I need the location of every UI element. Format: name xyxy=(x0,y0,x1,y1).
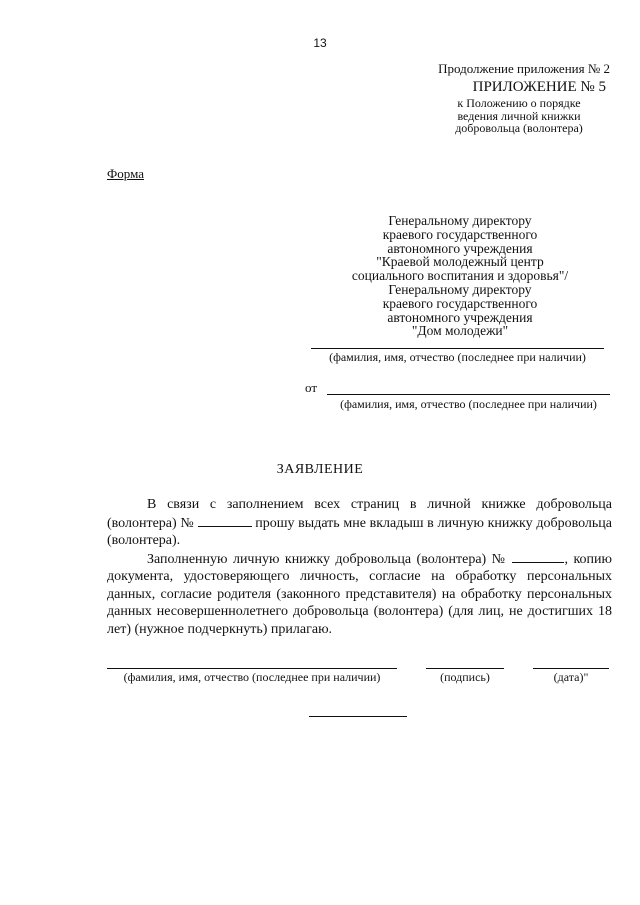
continuation-note: Продолжение приложения № 2 xyxy=(438,61,610,76)
addressee-line: автономного учреждения xyxy=(387,240,533,256)
date-field[interactable] xyxy=(533,668,609,669)
attached-book-number-field[interactable] xyxy=(512,550,564,563)
appendix-reference-line: к Положению о порядке xyxy=(457,96,581,110)
signer-name-caption: (фамилия, имя, отчество (последнее при наличии) xyxy=(123,670,381,684)
paragraph-request-text: В связи с заполнением всех страниц в личной книжке добровольца (волонтера) № xyxy=(107,497,612,531)
book-number-field[interactable] xyxy=(198,514,252,527)
paragraph-request xyxy=(107,496,612,550)
addressee-line: краевого государственного xyxy=(382,295,538,311)
date-caption: (дата)" xyxy=(553,670,589,684)
paragraph-attachments-text-end: , копию документа, удостоверяющего личность, согласие на обработку персональных данных, согласие родителя (законного представителя) на обработку персональных данных несовершеннолетнего добровольца (волонтера) (для лиц, не достигших 18 лет) (нужное подчеркнуть) прилагаю. xyxy=(107,551,612,637)
paragraph-request-text-end: прошу выдать мне вкладыш в личную книжку добровольца (волонтера). xyxy=(107,515,612,548)
addressee-name-field[interactable] xyxy=(311,348,604,349)
document-title: ЗАЯВЛЕНИЕ xyxy=(276,462,364,477)
paragraph-attachments xyxy=(107,550,612,639)
addressee-line: Генеральному директору xyxy=(388,281,532,297)
signature-caption: (подпись) xyxy=(440,670,490,684)
addressee-line: автономного учреждения xyxy=(387,309,533,325)
paragraph-attachments-text: Заполненную личную книжку добровольца (волонтера) № xyxy=(147,551,513,567)
appendix-title: ПРИЛОЖЕНИЕ № 5 xyxy=(472,79,606,95)
appendix-reference-line: ведения личной книжки xyxy=(457,108,581,123)
page-number: 13 xyxy=(313,36,327,50)
closing-line xyxy=(309,716,407,717)
addressee-line: краевого государственного xyxy=(382,226,538,242)
addressee-line: Генеральному директору xyxy=(388,213,532,228)
addressee-line: "Дом молодежи" xyxy=(411,323,509,339)
addressee-line: "Краевой молодежный центр xyxy=(376,254,544,270)
addressee-name-caption: (фамилия, имя, отчество (последнее при наличии) xyxy=(329,350,586,364)
from-label: от xyxy=(305,380,318,395)
addressee-line: социального воспитания и здоровья"/ xyxy=(351,268,569,284)
appendix-reference-line: добровольца (волонтера) xyxy=(455,121,583,135)
statement-body xyxy=(107,496,612,638)
addressee-block xyxy=(310,214,610,338)
appendix-reference xyxy=(429,97,609,135)
form-label: Форма xyxy=(107,166,144,181)
from-name-caption: (фамилия, имя, отчество (последнее при наличии) xyxy=(340,397,597,411)
signature-field[interactable] xyxy=(426,668,504,669)
signer-name-field[interactable] xyxy=(107,668,397,669)
from-name-field[interactable] xyxy=(327,394,610,395)
